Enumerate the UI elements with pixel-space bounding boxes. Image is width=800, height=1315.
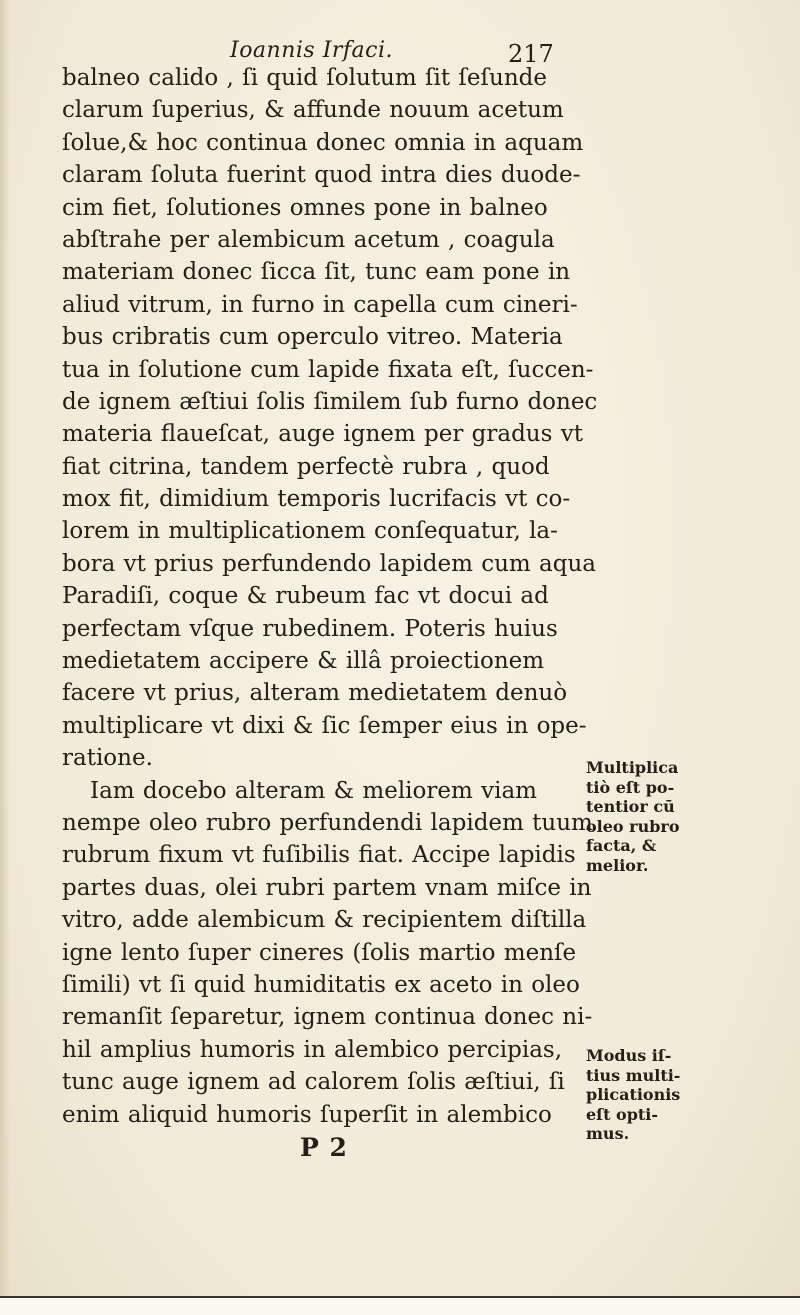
margin-note-line: oleo rubro — [586, 816, 680, 836]
margin-note-line: facta, & — [586, 836, 657, 855]
text-line: Paradiſi, coque & rubeum fac vt docui ad — [62, 583, 549, 610]
margin-note-line: tentior cū — [586, 797, 675, 816]
margin-note-line: Multiplica — [586, 758, 679, 777]
text-line: vitro, adde alembicum & recipientem diſtilla — [62, 907, 587, 934]
text-line: clarum ſuperius, & affunde nouum acetum — [62, 97, 564, 124]
margin-note-line: tiò eſt po- — [586, 777, 675, 797]
text-line: nempe oleo rubro perfundendi lapidem tuum — [62, 809, 593, 836]
running-head: Ioannis Irfaci. — [230, 38, 394, 63]
text-line: fiat citrina, tandem perfectè rubra , quod — [62, 453, 550, 480]
text-line: remanſit ſeparetur, ignem continua donec ni- — [62, 1004, 593, 1031]
text-line: partes duas, olei rubri partem vnam miſce in — [62, 874, 592, 901]
text-line: lorem in multiplicationem conſequatur, la- — [62, 518, 558, 545]
page-number: 217 — [508, 40, 554, 68]
margin-note-line: eſt opti- — [586, 1104, 658, 1124]
text-line: rubrum fixum vt fuſibilis fiat. Accipe lapidis — [62, 842, 576, 869]
text-line: balneo calido , ſi quid ſolutum ſit ſeſunde — [62, 65, 548, 91]
margin-note-line: melior. — [586, 855, 649, 875]
text-line: igne lento ſuper cineres (ſolis martio menſe — [62, 939, 577, 966]
margin-note-line: mus. — [586, 1124, 630, 1143]
text-line: medietatem accipere & illâ proiectionem — [62, 648, 545, 675]
text-line: Iam docebo alteram & meliorem viam — [90, 777, 537, 804]
text-line: aliud vitrum, in furno in capella cum cineri- — [62, 291, 578, 318]
margin-note-line: Modus iſ- — [586, 1046, 672, 1065]
page-bottom-edge — [0, 1296, 800, 1315]
text-line: claram ſoluta fuerint quod intra dies duode- — [62, 162, 581, 189]
text-line: mox fit, dimidium temporis lucrifacis vt co- — [62, 486, 571, 513]
text-line: ſolue,& hoc continua donec omnia in aquam — [62, 129, 584, 156]
margin-note-line: tius multi- — [586, 1065, 681, 1085]
text-line: tunc auge ignem ad calorem ſolis æſtiui, ſi — [62, 1069, 565, 1096]
text-line: tua in ſolutione cum lapide fixata eſt, ſuccen- — [62, 356, 594, 383]
text-line: materia flaueſcat, auge ignem per gradus vt — [62, 421, 583, 448]
text-line: multiplicare vt dixi & ſic ſemper eius in ope- — [62, 712, 587, 739]
body-text — [62, 62, 598, 1131]
text-line: bus cribratis cum operculo vitreo. Materia — [62, 324, 563, 351]
text-line: perfectam vſque rubedinem. Poteris huius — [62, 615, 558, 642]
text-line: materiam donec ſicca ſit, tunc eam pone in — [62, 259, 571, 286]
signature-mark: P 2 — [300, 1133, 348, 1162]
text-line: ratione. — [62, 745, 153, 772]
text-line: facere vt prius, alteram medietatem denuò — [62, 680, 568, 707]
margin-note-line: plicationis — [586, 1085, 681, 1104]
page-gutter-shadow — [0, 0, 10, 1313]
text-line: enim aliquid humoris ſuperſit in alembico — [62, 1101, 552, 1128]
text-line: bora vt prius perfundendo lapidem cum aqua — [62, 550, 597, 577]
text-line: cim fiet, ſolutiones omnes pone in balneo — [62, 194, 548, 221]
text-line: abſtrahe per alembicum acetum , coagula — [62, 226, 555, 253]
margin-note-method — [586, 1046, 680, 1144]
text-line: de ignem æſtiui ſolis ſimilem ſub furno donec — [62, 388, 598, 415]
text-line: hil amplius humoris in alembico percipias, — [62, 1036, 563, 1063]
text-line: ſimili) vt ſi quid humiditatis ex aceto in oleo — [62, 971, 580, 998]
margin-note-multiplication — [586, 758, 680, 875]
